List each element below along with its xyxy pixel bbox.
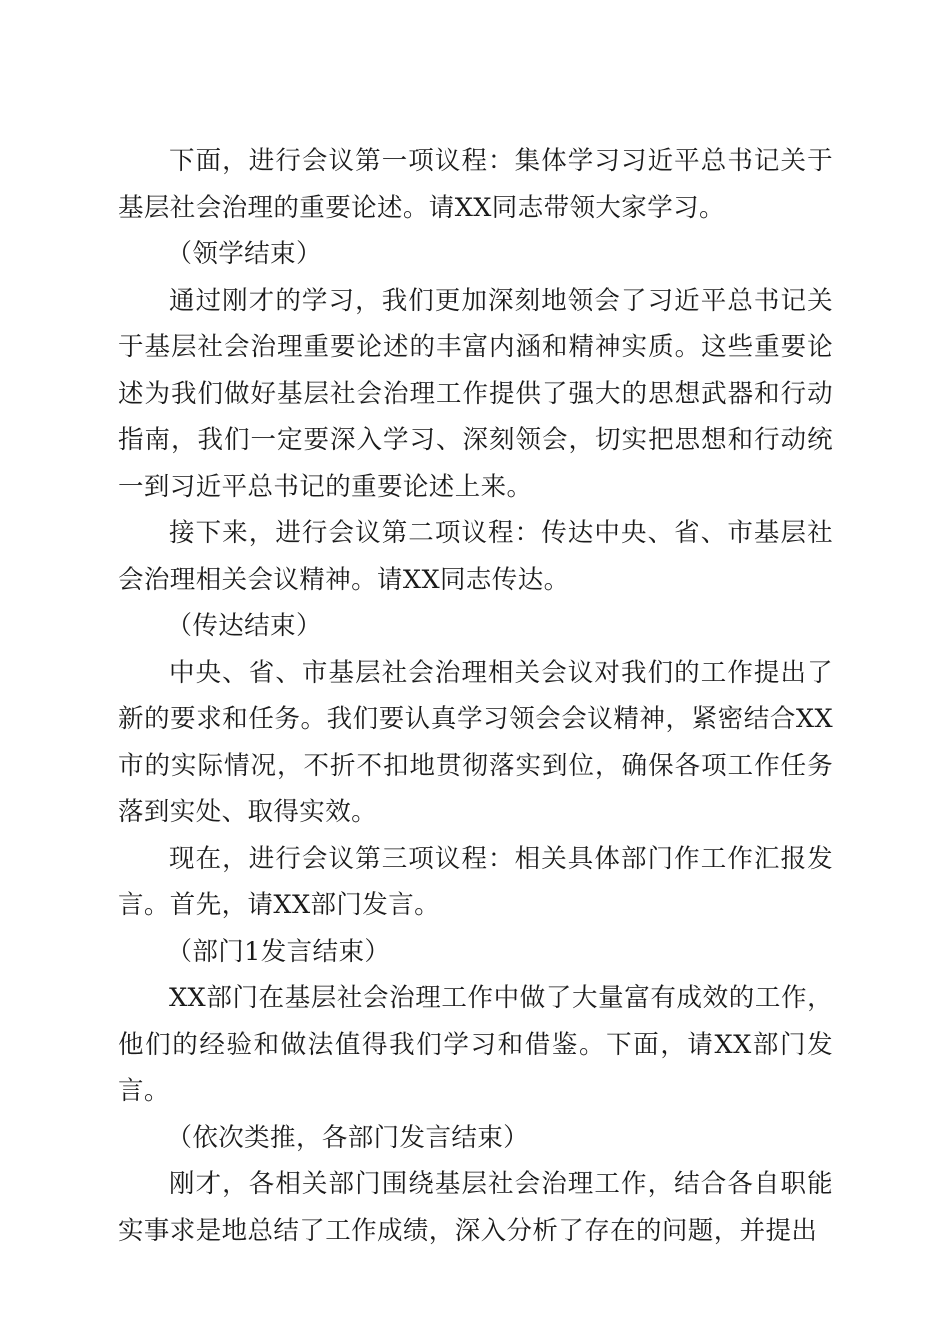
paragraph-agenda-3: 现在，进行会议第三项议程：相关具体部门作工作汇报发言。首先，请XX部门发言。 [118, 843, 833, 920]
note-all-depts-end: （依次类推，各部门发言结束） [166, 1122, 530, 1153]
note-dept1-end: （部门1发言结束） [166, 936, 391, 967]
paragraph-dept-comment: XX部门在基层社会治理工作中做了大量富有成效的工作，他们的经验和做法值得我们学习和借鉴。下面，请XX部门发言。 [118, 983, 833, 1106]
paragraph-study-summary: 通过刚才的学习，我们更加深刻地领会了习近平总书记关于基层社会治理重要论述的丰富内涵和精神实质。这些重要论述为我们做好基层社会治理工作提供了强大的思想武器和行动指南，我们一定要深入学习、深刻领会，切实把思想和行动统一到习近平总书记的重要论述上来。 [118, 285, 833, 502]
document-body [118, 138, 833, 1254]
note-study-end: （领学结束） [166, 239, 322, 269]
paragraph-convey-summary: 中央、省、市基层社会治理相关会议对我们的工作提出了新的要求和任务。我们要认真学习领会会议精神，紧密结合XX市的实际情况，不折不扣地贯彻落实到位，确保各项工作任务落到实处、取得实效。 [118, 657, 833, 827]
paragraph-agenda-1: 下面，进行会议第一项议程：集体学习习近平总书记关于基层社会治理的重要论述。请XX同志带领大家学习。 [118, 146, 833, 223]
paragraph-agenda-2: 接下来，进行会议第二项议程：传达中央、省、市基层社会治理相关会议精神。请XX同志传达。 [118, 518, 833, 595]
paragraph-final: 刚才，各相关部门围绕基层社会治理工作，结合各自职能实事求是地总结了工作成绩，深入分析了存在的问题，并提出 [118, 1169, 833, 1246]
note-convey-end: （传达结束） [166, 611, 322, 641]
